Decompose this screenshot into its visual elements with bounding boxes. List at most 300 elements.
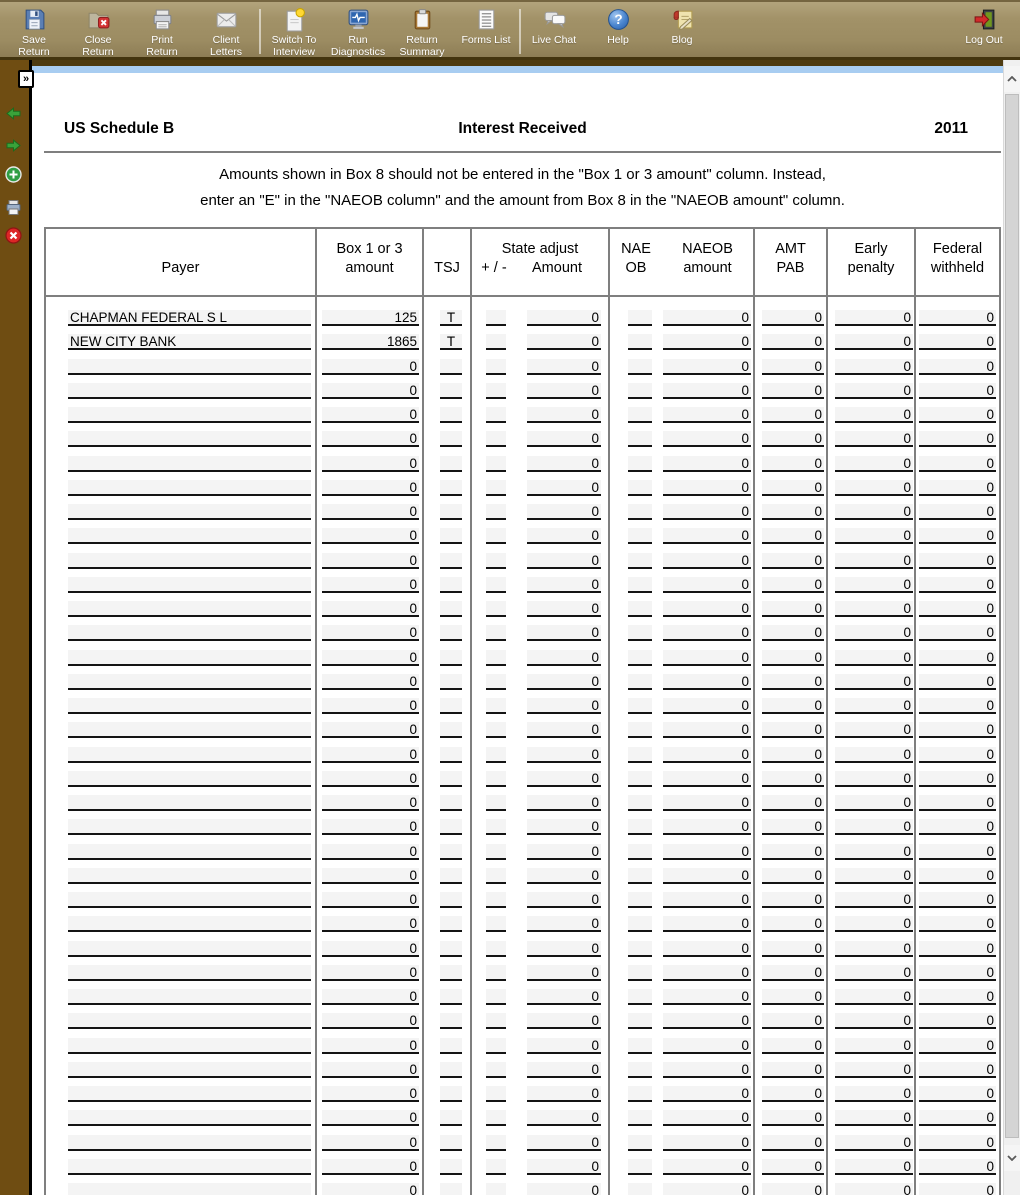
payer-field[interactable]	[68, 650, 311, 666]
federal-withheld-field[interactable]: 0	[919, 868, 996, 884]
tsj-field[interactable]	[440, 795, 462, 811]
amt-pab-field[interactable]: 0	[762, 795, 824, 811]
naeob-code-field[interactable]	[628, 334, 652, 350]
state-plus-minus-field[interactable]	[486, 1110, 506, 1126]
state-plus-minus-field[interactable]	[486, 480, 506, 496]
federal-withheld-field[interactable]: 0	[919, 1135, 996, 1151]
state-plus-minus-field[interactable]	[486, 650, 506, 666]
box-amount-field[interactable]: 0	[322, 844, 419, 860]
naeob-code-field[interactable]	[628, 844, 652, 860]
naeob-amount-field[interactable]: 0	[663, 480, 751, 496]
state-amount-field[interactable]: 0	[527, 892, 601, 908]
naeob-code-field[interactable]	[628, 747, 652, 763]
early-penalty-field[interactable]: 0	[835, 844, 913, 860]
payer-field[interactable]	[68, 504, 311, 520]
naeob-amount-field[interactable]: 0	[663, 1062, 751, 1078]
state-plus-minus-field[interactable]	[486, 359, 506, 375]
federal-withheld-field[interactable]: 0	[919, 674, 996, 690]
naeob-amount-field[interactable]: 0	[663, 1159, 751, 1175]
state-plus-minus-field[interactable]	[486, 747, 506, 763]
state-amount-field[interactable]: 0	[527, 1013, 601, 1029]
federal-withheld-field[interactable]: 0	[919, 819, 996, 835]
federal-withheld-field[interactable]: 0	[919, 1062, 996, 1078]
state-amount-field[interactable]: 0	[527, 698, 601, 714]
tsj-field[interactable]	[440, 625, 462, 641]
federal-withheld-field[interactable]: 0	[919, 1013, 996, 1029]
federal-withheld-field[interactable]: 0	[919, 480, 996, 496]
amt-pab-field[interactable]: 0	[762, 431, 824, 447]
tsj-field[interactable]	[440, 722, 462, 738]
box-amount-field[interactable]: 0	[322, 1062, 419, 1078]
early-penalty-field[interactable]: 0	[835, 892, 913, 908]
naeob-code-field[interactable]	[628, 480, 652, 496]
box-amount-field[interactable]: 0	[322, 383, 419, 399]
payer-field[interactable]	[68, 674, 311, 690]
box-amount-field[interactable]: 0	[322, 650, 419, 666]
federal-withheld-field[interactable]: 0	[919, 941, 996, 957]
naeob-amount-field[interactable]: 0	[663, 747, 751, 763]
state-plus-minus-field[interactable]	[486, 989, 506, 1005]
payer-field[interactable]	[68, 601, 311, 617]
federal-withheld-field[interactable]: 0	[919, 553, 996, 569]
state-amount-field[interactable]: 0	[527, 795, 601, 811]
federal-withheld-field[interactable]: 0	[919, 359, 996, 375]
naeob-amount-field[interactable]: 0	[663, 1110, 751, 1126]
early-penalty-field[interactable]: 0	[835, 722, 913, 738]
state-amount-field[interactable]: 0	[527, 747, 601, 763]
amt-pab-field[interactable]: 0	[762, 747, 824, 763]
naeob-amount-field[interactable]: 0	[663, 722, 751, 738]
state-amount-field[interactable]: 0	[527, 528, 601, 544]
payer-field[interactable]	[68, 747, 311, 763]
federal-withheld-field[interactable]: 0	[919, 383, 996, 399]
state-amount-field[interactable]: 0	[527, 844, 601, 860]
federal-withheld-field[interactable]: 0	[919, 795, 996, 811]
amt-pab-field[interactable]: 0	[762, 844, 824, 860]
early-penalty-field[interactable]: 0	[835, 528, 913, 544]
state-amount-field[interactable]: 0	[527, 1038, 601, 1054]
state-amount-field[interactable]: 0	[527, 989, 601, 1005]
tsj-field[interactable]	[440, 528, 462, 544]
box-amount-field[interactable]: 1865	[322, 334, 419, 350]
early-penalty-field[interactable]: 0	[835, 577, 913, 593]
payer-field[interactable]	[68, 892, 311, 908]
federal-withheld-field[interactable]: 0	[919, 844, 996, 860]
payer-field[interactable]	[68, 771, 311, 787]
state-amount-field[interactable]: 0	[527, 625, 601, 641]
tsj-field[interactable]	[440, 577, 462, 593]
naeob-amount-field[interactable]: 0	[663, 844, 751, 860]
state-plus-minus-field[interactable]	[486, 1013, 506, 1029]
box-amount-field[interactable]: 0	[322, 916, 419, 932]
payer-field[interactable]	[68, 577, 311, 593]
naeob-code-field[interactable]	[628, 1062, 652, 1078]
payer-field[interactable]	[68, 941, 311, 957]
early-penalty-field[interactable]: 0	[835, 456, 913, 472]
amt-pab-field[interactable]: 0	[762, 528, 824, 544]
state-plus-minus-field[interactable]	[486, 577, 506, 593]
payer-field[interactable]	[68, 1183, 311, 1195]
naeob-code-field[interactable]	[628, 795, 652, 811]
naeob-amount-field[interactable]: 0	[663, 383, 751, 399]
box-amount-field[interactable]: 0	[322, 1086, 419, 1102]
state-plus-minus-field[interactable]	[486, 1062, 506, 1078]
state-plus-minus-field[interactable]	[486, 431, 506, 447]
scroll-down-button[interactable]	[1004, 1145, 1020, 1171]
naeob-amount-field[interactable]: 0	[663, 407, 751, 423]
early-penalty-field[interactable]: 0	[835, 941, 913, 957]
save-return-button[interactable]	[2, 7, 66, 58]
naeob-code-field[interactable]	[628, 722, 652, 738]
tsj-field[interactable]	[440, 916, 462, 932]
tsj-field[interactable]	[440, 771, 462, 787]
naeob-code-field[interactable]	[628, 1013, 652, 1029]
payer-field[interactable]	[68, 456, 311, 472]
box-amount-field[interactable]: 0	[322, 965, 419, 981]
early-penalty-field[interactable]: 0	[835, 795, 913, 811]
payer-field[interactable]	[68, 795, 311, 811]
naeob-code-field[interactable]	[628, 431, 652, 447]
early-penalty-field[interactable]: 0	[835, 1135, 913, 1151]
run-diagnostics-button[interactable]	[326, 7, 390, 58]
tsj-field[interactable]	[440, 965, 462, 981]
collapse-panel-button[interactable]: »	[18, 70, 34, 88]
naeob-amount-field[interactable]: 0	[663, 650, 751, 666]
box-amount-field[interactable]: 0	[322, 528, 419, 544]
naeob-code-field[interactable]	[628, 819, 652, 835]
early-penalty-field[interactable]: 0	[835, 1038, 913, 1054]
state-plus-minus-field[interactable]	[486, 916, 506, 932]
tsj-field[interactable]	[440, 383, 462, 399]
naeob-code-field[interactable]	[628, 989, 652, 1005]
amt-pab-field[interactable]: 0	[762, 819, 824, 835]
return-summary-button[interactable]	[390, 7, 454, 58]
federal-withheld-field[interactable]: 0	[919, 310, 996, 326]
early-penalty-field[interactable]: 0	[835, 407, 913, 423]
state-amount-field[interactable]: 0	[527, 1135, 601, 1151]
state-amount-field[interactable]: 0	[527, 1062, 601, 1078]
naeob-code-field[interactable]	[628, 868, 652, 884]
state-amount-field[interactable]: 0	[527, 650, 601, 666]
print-form-icon[interactable]	[5, 199, 22, 216]
vertical-scrollbar[interactable]	[1003, 60, 1020, 1195]
tsj-field[interactable]	[440, 1013, 462, 1029]
payer-field[interactable]	[68, 1110, 311, 1126]
state-plus-minus-field[interactable]	[486, 1183, 506, 1195]
federal-withheld-field[interactable]: 0	[919, 334, 996, 350]
federal-withheld-field[interactable]: 0	[919, 1086, 996, 1102]
naeob-amount-field[interactable]: 0	[663, 359, 751, 375]
early-penalty-field[interactable]: 0	[835, 868, 913, 884]
amt-pab-field[interactable]: 0	[762, 553, 824, 569]
payer-field[interactable]	[68, 1013, 311, 1029]
tsj-field[interactable]	[440, 359, 462, 375]
naeob-code-field[interactable]	[628, 698, 652, 714]
box-amount-field[interactable]: 0	[322, 1110, 419, 1126]
payer-field[interactable]	[68, 407, 311, 423]
box-amount-field[interactable]: 0	[322, 456, 419, 472]
naeob-code-field[interactable]	[628, 1135, 652, 1151]
state-amount-field[interactable]: 0	[527, 601, 601, 617]
naeob-code-field[interactable]	[628, 528, 652, 544]
state-plus-minus-field[interactable]	[486, 965, 506, 981]
switch-to-interview-button[interactable]	[262, 7, 326, 58]
early-penalty-field[interactable]: 0	[835, 383, 913, 399]
payer-field[interactable]	[68, 431, 311, 447]
box-amount-field[interactable]: 0	[322, 795, 419, 811]
federal-withheld-field[interactable]: 0	[919, 601, 996, 617]
naeob-code-field[interactable]	[628, 1159, 652, 1175]
early-penalty-field[interactable]: 0	[835, 601, 913, 617]
state-plus-minus-field[interactable]	[486, 819, 506, 835]
box-amount-field[interactable]: 0	[322, 1013, 419, 1029]
state-amount-field[interactable]: 0	[527, 771, 601, 787]
box-amount-field[interactable]: 0	[322, 577, 419, 593]
delete-form-icon[interactable]	[5, 227, 22, 244]
tsj-field[interactable]	[440, 553, 462, 569]
tsj-field[interactable]	[440, 407, 462, 423]
state-amount-field[interactable]: 0	[527, 480, 601, 496]
tsj-field[interactable]	[440, 941, 462, 957]
payer-field[interactable]	[68, 553, 311, 569]
amt-pab-field[interactable]: 0	[762, 1159, 824, 1175]
state-amount-field[interactable]: 0	[527, 383, 601, 399]
amt-pab-field[interactable]: 0	[762, 650, 824, 666]
early-penalty-field[interactable]: 0	[835, 553, 913, 569]
naeob-code-field[interactable]	[628, 771, 652, 787]
naeob-code-field[interactable]	[628, 1110, 652, 1126]
federal-withheld-field[interactable]: 0	[919, 456, 996, 472]
payer-field[interactable]	[68, 1086, 311, 1102]
payer-field[interactable]	[68, 916, 311, 932]
early-penalty-field[interactable]: 0	[835, 504, 913, 520]
federal-withheld-field[interactable]: 0	[919, 504, 996, 520]
state-plus-minus-field[interactable]	[486, 1038, 506, 1054]
amt-pab-field[interactable]: 0	[762, 916, 824, 932]
amt-pab-field[interactable]: 0	[762, 480, 824, 496]
naeob-code-field[interactable]	[628, 916, 652, 932]
state-amount-field[interactable]: 0	[527, 674, 601, 690]
early-penalty-field[interactable]: 0	[835, 310, 913, 326]
amt-pab-field[interactable]: 0	[762, 1183, 824, 1195]
state-plus-minus-field[interactable]	[486, 528, 506, 544]
client-letters-button[interactable]	[194, 7, 258, 58]
state-plus-minus-field[interactable]	[486, 310, 506, 326]
naeob-code-field[interactable]	[628, 456, 652, 472]
tsj-field[interactable]	[440, 504, 462, 520]
naeob-amount-field[interactable]: 0	[663, 528, 751, 544]
payer-field[interactable]	[68, 722, 311, 738]
state-amount-field[interactable]: 0	[527, 819, 601, 835]
box-amount-field[interactable]: 0	[322, 868, 419, 884]
box-amount-field[interactable]: 0	[322, 892, 419, 908]
tsj-field[interactable]	[440, 1159, 462, 1175]
payer-field[interactable]	[68, 528, 311, 544]
naeob-amount-field[interactable]: 0	[663, 1038, 751, 1054]
payer-field[interactable]: NEW CITY BANK	[68, 334, 311, 350]
early-penalty-field[interactable]: 0	[835, 1062, 913, 1078]
state-plus-minus-field[interactable]	[486, 771, 506, 787]
box-amount-field[interactable]: 0	[322, 722, 419, 738]
tsj-field[interactable]	[440, 747, 462, 763]
state-plus-minus-field[interactable]	[486, 407, 506, 423]
payer-field[interactable]	[68, 989, 311, 1005]
tsj-field[interactable]	[440, 1062, 462, 1078]
state-amount-field[interactable]: 0	[527, 941, 601, 957]
early-penalty-field[interactable]: 0	[835, 747, 913, 763]
scroll-up-button[interactable]	[1004, 66, 1020, 92]
naeob-amount-field[interactable]: 0	[663, 771, 751, 787]
amt-pab-field[interactable]: 0	[762, 674, 824, 690]
federal-withheld-field[interactable]: 0	[919, 892, 996, 908]
federal-withheld-field[interactable]: 0	[919, 528, 996, 544]
help-button[interactable]	[586, 7, 650, 47]
amt-pab-field[interactable]: 0	[762, 1135, 824, 1151]
federal-withheld-field[interactable]: 0	[919, 965, 996, 981]
naeob-code-field[interactable]	[628, 601, 652, 617]
amt-pab-field[interactable]: 0	[762, 577, 824, 593]
federal-withheld-field[interactable]: 0	[919, 916, 996, 932]
early-penalty-field[interactable]: 0	[835, 1183, 913, 1195]
tsj-field[interactable]	[440, 892, 462, 908]
naeob-code-field[interactable]	[628, 553, 652, 569]
federal-withheld-field[interactable]: 0	[919, 1038, 996, 1054]
federal-withheld-field[interactable]: 0	[919, 698, 996, 714]
state-amount-field[interactable]: 0	[527, 965, 601, 981]
state-plus-minus-field[interactable]	[486, 844, 506, 860]
amt-pab-field[interactable]: 0	[762, 334, 824, 350]
amt-pab-field[interactable]: 0	[762, 1110, 824, 1126]
amt-pab-field[interactable]: 0	[762, 698, 824, 714]
state-amount-field[interactable]: 0	[527, 553, 601, 569]
back-arrow-icon[interactable]	[5, 105, 22, 122]
naeob-amount-field[interactable]: 0	[663, 504, 751, 520]
box-amount-field[interactable]: 0	[322, 504, 419, 520]
early-penalty-field[interactable]: 0	[835, 1013, 913, 1029]
early-penalty-field[interactable]: 0	[835, 1159, 913, 1175]
state-plus-minus-field[interactable]	[486, 722, 506, 738]
add-form-icon[interactable]	[5, 166, 22, 183]
state-plus-minus-field[interactable]	[486, 334, 506, 350]
amt-pab-field[interactable]: 0	[762, 407, 824, 423]
federal-withheld-field[interactable]: 0	[919, 577, 996, 593]
state-plus-minus-field[interactable]	[486, 601, 506, 617]
early-penalty-field[interactable]: 0	[835, 431, 913, 447]
naeob-code-field[interactable]	[628, 359, 652, 375]
payer-field[interactable]	[68, 1159, 311, 1175]
tsj-field[interactable]	[440, 819, 462, 835]
box-amount-field[interactable]: 0	[322, 1183, 419, 1195]
early-penalty-field[interactable]: 0	[835, 625, 913, 641]
early-penalty-field[interactable]: 0	[835, 698, 913, 714]
tsj-field[interactable]	[440, 674, 462, 690]
amt-pab-field[interactable]: 0	[762, 771, 824, 787]
amt-pab-field[interactable]: 0	[762, 868, 824, 884]
naeob-amount-field[interactable]: 0	[663, 941, 751, 957]
amt-pab-field[interactable]: 0	[762, 1086, 824, 1102]
naeob-code-field[interactable]	[628, 892, 652, 908]
federal-withheld-field[interactable]: 0	[919, 771, 996, 787]
amt-pab-field[interactable]: 0	[762, 1038, 824, 1054]
federal-withheld-field[interactable]: 0	[919, 1110, 996, 1126]
box-amount-field[interactable]: 0	[322, 601, 419, 617]
naeob-amount-field[interactable]: 0	[663, 431, 751, 447]
box-amount-field[interactable]: 0	[322, 1159, 419, 1175]
state-plus-minus-field[interactable]	[486, 1135, 506, 1151]
naeob-amount-field[interactable]: 0	[663, 1013, 751, 1029]
amt-pab-field[interactable]: 0	[762, 456, 824, 472]
amt-pab-field[interactable]: 0	[762, 941, 824, 957]
tsj-field[interactable]	[440, 650, 462, 666]
box-amount-field[interactable]: 0	[322, 553, 419, 569]
close-return-button[interactable]	[66, 7, 130, 58]
payer-field[interactable]	[68, 625, 311, 641]
early-penalty-field[interactable]: 0	[835, 965, 913, 981]
box-amount-field[interactable]: 125	[322, 310, 419, 326]
state-amount-field[interactable]: 0	[527, 1183, 601, 1195]
naeob-code-field[interactable]	[628, 504, 652, 520]
naeob-code-field[interactable]	[628, 625, 652, 641]
state-amount-field[interactable]: 0	[527, 359, 601, 375]
early-penalty-field[interactable]: 0	[835, 480, 913, 496]
state-plus-minus-field[interactable]	[486, 1159, 506, 1175]
naeob-amount-field[interactable]: 0	[663, 310, 751, 326]
naeob-amount-field[interactable]: 0	[663, 989, 751, 1005]
naeob-amount-field[interactable]: 0	[663, 577, 751, 593]
state-amount-field[interactable]: 0	[527, 722, 601, 738]
box-amount-field[interactable]: 0	[322, 747, 419, 763]
tsj-field[interactable]	[440, 868, 462, 884]
state-plus-minus-field[interactable]	[486, 504, 506, 520]
naeob-amount-field[interactable]: 0	[663, 916, 751, 932]
federal-withheld-field[interactable]: 0	[919, 1183, 996, 1195]
early-penalty-field[interactable]: 0	[835, 1110, 913, 1126]
box-amount-field[interactable]: 0	[322, 989, 419, 1005]
tsj-field[interactable]	[440, 989, 462, 1005]
naeob-code-field[interactable]	[628, 650, 652, 666]
tsj-field[interactable]	[440, 844, 462, 860]
amt-pab-field[interactable]: 0	[762, 601, 824, 617]
naeob-amount-field[interactable]: 0	[663, 965, 751, 981]
amt-pab-field[interactable]: 0	[762, 383, 824, 399]
box-amount-field[interactable]: 0	[322, 625, 419, 641]
early-penalty-field[interactable]: 0	[835, 771, 913, 787]
forms-list-button[interactable]	[454, 7, 518, 47]
tsj-field[interactable]	[440, 456, 462, 472]
early-penalty-field[interactable]: 0	[835, 359, 913, 375]
state-amount-field[interactable]: 0	[527, 916, 601, 932]
naeob-amount-field[interactable]: 0	[663, 819, 751, 835]
amt-pab-field[interactable]: 0	[762, 1062, 824, 1078]
naeob-amount-field[interactable]: 0	[663, 553, 751, 569]
naeob-amount-field[interactable]: 0	[663, 334, 751, 350]
naeob-amount-field[interactable]: 0	[663, 868, 751, 884]
naeob-amount-field[interactable]: 0	[663, 892, 751, 908]
scrollbar-thumb[interactable]	[1005, 94, 1019, 1138]
naeob-code-field[interactable]	[628, 1183, 652, 1195]
payer-field[interactable]	[68, 698, 311, 714]
state-amount-field[interactable]: 0	[527, 868, 601, 884]
state-plus-minus-field[interactable]	[486, 383, 506, 399]
amt-pab-field[interactable]: 0	[762, 504, 824, 520]
tsj-field[interactable]: T	[440, 310, 462, 326]
early-penalty-field[interactable]: 0	[835, 650, 913, 666]
blog-button[interactable]	[650, 7, 714, 47]
state-plus-minus-field[interactable]	[486, 868, 506, 884]
amt-pab-field[interactable]: 0	[762, 625, 824, 641]
early-penalty-field[interactable]: 0	[835, 1086, 913, 1102]
federal-withheld-field[interactable]: 0	[919, 722, 996, 738]
